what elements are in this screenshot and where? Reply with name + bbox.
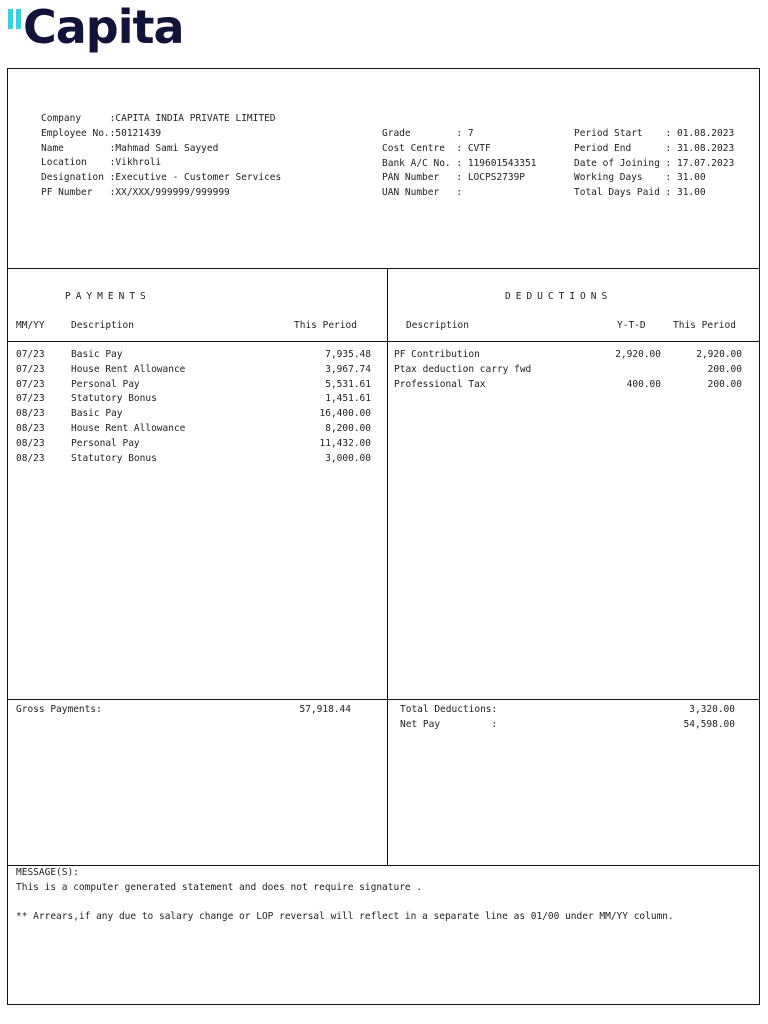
divider (8, 341, 759, 342)
info-value: LOCPS2739P (467, 172, 526, 184)
divider (8, 268, 759, 269)
table-row (16, 363, 371, 378)
info-row: Grade : 7 (382, 128, 474, 139)
logo-accent-bar (8, 9, 13, 29)
info-row: Working Days : 31.00 (574, 172, 706, 184)
ded-col-ytd-header: Y-T-D (617, 320, 646, 331)
info-value: 119601543351 (467, 157, 537, 169)
row-mmyy: 08/23 (16, 422, 45, 434)
info-value: CAPITA INDIA PRIVATE LIMITED (115, 113, 276, 124)
table-row (394, 363, 742, 378)
row-description: Basic Pay (71, 408, 123, 420)
row-amount: 1,451.61 (325, 393, 371, 405)
ded-col-description-header: Description (406, 320, 469, 331)
info-value: 50121439 (115, 127, 162, 139)
info-row: Designation :Executive - Customer Services (41, 172, 282, 184)
employee-info-right (574, 127, 734, 201)
info-label: UAN Number (382, 187, 451, 199)
row-mmyy: 07/23 (16, 349, 45, 360)
info-label: Total Days Paid (574, 187, 660, 199)
row-amount: 5,531.61 (325, 378, 371, 390)
row-description: Basic Pay (71, 349, 123, 360)
table-row (394, 348, 742, 363)
info-label: Location (41, 157, 110, 169)
info-row: Date of Joining : 17.07.2023 (574, 157, 735, 169)
table-row (16, 437, 371, 452)
table-row (16, 422, 371, 437)
info-label: Bank A/C No. (382, 157, 451, 169)
payments-table (16, 348, 371, 466)
capita-logo (8, 0, 208, 66)
row-ytd: 2,920.00 (615, 349, 661, 360)
info-label: PF Number (41, 186, 110, 198)
row-description: House Rent Allowance (71, 363, 186, 375)
info-value: 7 (467, 128, 474, 139)
info-value: 31.00 (676, 172, 706, 184)
info-row: Period End : 31.08.2023 (574, 142, 735, 154)
table-row (394, 378, 742, 393)
info-label: Working Days (574, 172, 660, 184)
row-amount: 16,400.00 (319, 408, 371, 420)
info-row: PF Number :XX/XXX/999999/999999 (41, 186, 230, 198)
info-row: Cost Centre : CVTF (382, 142, 491, 154)
info-value: 31.08.2023 (676, 142, 735, 154)
info-label: Name (41, 142, 110, 154)
info-value: 31.00 (676, 187, 706, 199)
deductions-heading: DEDUCTIONS (505, 291, 613, 302)
row-description: Personal Pay (71, 378, 140, 390)
row-description: Professional Tax (394, 378, 486, 390)
info-label: Date of Joining (574, 157, 660, 169)
info-value: Mahmad Sami Sayyed (115, 142, 219, 154)
row-amount: 200.00 (707, 363, 742, 375)
row-amount: 11,432.00 (319, 437, 371, 449)
divider (8, 865, 759, 866)
row-mmyy: 08/23 (16, 452, 45, 464)
info-value: 17.07.2023 (676, 157, 735, 169)
info-value: XX/XXX/999999/999999 (115, 186, 230, 198)
col-this-period-header: This Period (294, 320, 357, 331)
info-row: Employee No.:50121439 (41, 127, 162, 139)
row-mmyy: 07/23 (16, 393, 45, 405)
ded-col-this-period-header: This Period (673, 320, 736, 331)
row-description: PF Contribution (394, 349, 480, 360)
net-pay-value: 54,598.00 (683, 719, 735, 730)
row-amount: 3,000.00 (325, 452, 371, 464)
payslip-frame (7, 68, 760, 1005)
info-label: Employee No. (41, 127, 110, 139)
row-amount: 2,920.00 (696, 349, 742, 360)
net-pay-label: Net Pay : (400, 719, 498, 730)
table-row (16, 348, 371, 363)
row-amount: 200.00 (707, 378, 742, 390)
total-deductions-value: 3,320.00 (689, 704, 735, 715)
row-ytd: 400.00 (626, 378, 661, 390)
table-row (16, 407, 371, 422)
row-amount: 7,935.48 (325, 349, 371, 360)
column-divider (387, 268, 388, 865)
info-row: Bank A/C No. : 119601543351 (382, 157, 537, 169)
info-value: Executive - Customer Services (115, 172, 282, 184)
info-row: UAN Number : (382, 187, 468, 199)
message-line: ** Arrears,if any due to salary change or LOP reversal will reflect in a separate line as 01/00 under MM/YY column. (16, 911, 674, 922)
message-line: This is a computer generated statement and does not require signature . (16, 882, 423, 893)
gross-payments-value: 57,918.44 (299, 704, 351, 715)
logo-accent-bar (16, 9, 21, 29)
col-description-header: Description (71, 320, 134, 331)
info-value: 01.08.2023 (676, 128, 735, 139)
info-value: CVTF (467, 142, 491, 154)
info-row: Location :Vikhroli (41, 157, 162, 169)
table-row (16, 378, 371, 393)
info-label: PAN Number (382, 172, 451, 184)
gross-payments-label: Gross Payments: (16, 704, 102, 715)
info-value: Vikhroli (115, 157, 162, 169)
row-description: Ptax deduction carry fwd (394, 363, 532, 375)
row-amount: 3,967.74 (325, 363, 371, 375)
logo-text: Capita (23, 0, 184, 54)
info-row: PAN Number : LOCPS2739P (382, 172, 526, 184)
info-row: Company :CAPITA INDIA PRIVATE LIMITED (41, 113, 276, 124)
payments-heading: PAYMENTS (65, 291, 151, 302)
row-description: Personal Pay (71, 437, 140, 449)
row-mmyy: 08/23 (16, 408, 45, 420)
info-row: Name :Mahmad Sami Sayyed (41, 142, 219, 154)
row-mmyy: 07/23 (16, 378, 45, 390)
info-label: Period End (574, 142, 660, 154)
info-label: Cost Centre (382, 142, 451, 154)
row-description: Statutory Bonus (71, 393, 157, 405)
info-row: Total Days Paid : 31.00 (574, 187, 706, 199)
row-description: House Rent Allowance (71, 422, 186, 434)
deductions-table (394, 348, 742, 392)
info-row: Period Start : 01.08.2023 (574, 128, 735, 139)
col-mmyy-header: MM/YY (16, 320, 45, 331)
total-deductions-label: Total Deductions: (400, 704, 498, 715)
row-mmyy: 08/23 (16, 437, 45, 449)
info-label: Grade (382, 128, 451, 139)
row-mmyy: 07/23 (16, 363, 45, 375)
info-label: Company (41, 113, 110, 124)
table-row (16, 452, 371, 467)
row-amount: 8,200.00 (325, 422, 371, 434)
info-label: Designation (41, 172, 110, 184)
employee-info-left (41, 112, 281, 201)
table-row (16, 392, 371, 407)
info-label: Period Start (574, 128, 660, 139)
messages-heading: MESSAGE(S): (16, 867, 79, 878)
divider (8, 699, 759, 700)
row-description: Statutory Bonus (71, 452, 157, 464)
employee-info-middle (382, 127, 536, 201)
